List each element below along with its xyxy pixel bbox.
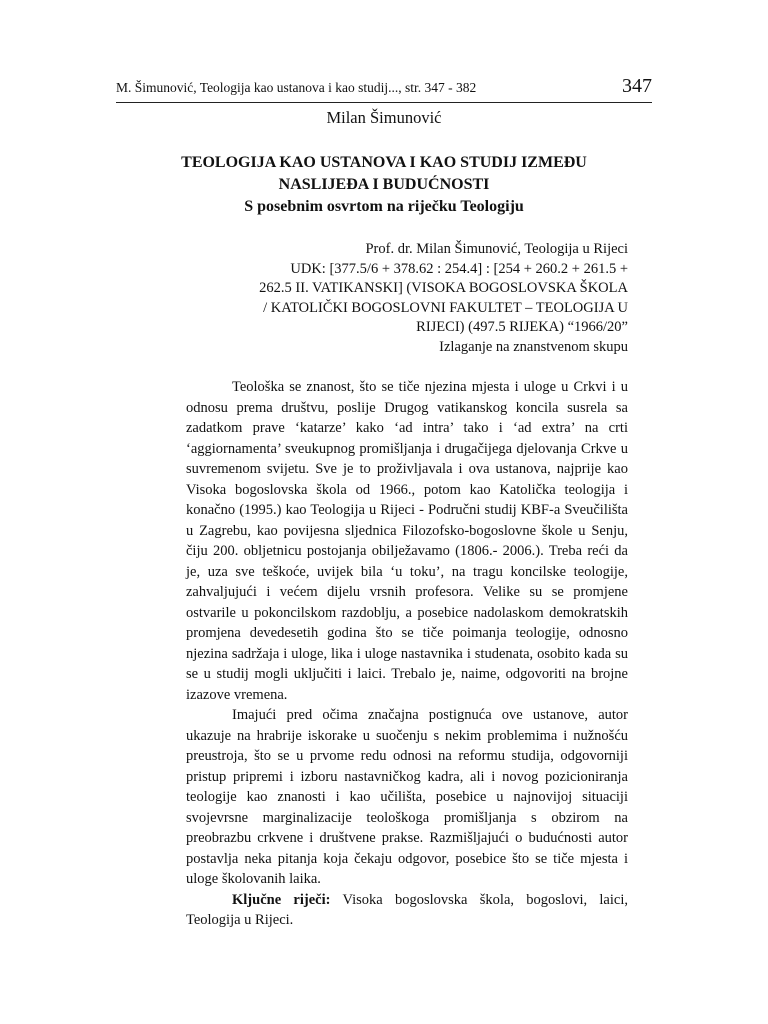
abstract-paragraph-1: Teološka se znanost, što se tiče njezina mjesta i uloge u Crkvi i u odnosu prema društvu, poslije Drugog vatikanskog koncila susrela sa zadatkom prave ‘katarze’ kako ‘ad intra’ tako i ‘ad extra’ na crti ‘aggiornamenta’ sveukupnog promišljanja i drugačijega djelovanja Crkve u suvremenom svijetu. Sve je to proživljavala i ova ustanova, najprije kao Visoka bogoslovska škola od 1966., potom kao Katolička teologija i konačno (1995.) kao Teologija u Rijeci - Područni studij KBF-a Sveučilišta u Zagrebu, kao povijesna sljednica Filozofsko-bogoslovne škole u Senju, čiju 200. obljetnicu postojanja obilježavamo (1806.- 2006.). Treba reći da je, uza sve teškoće, uvijek bila ‘u toku’, na tragu koncilske teologije, zahvaljujući i većem dijelu vrsnih profesora. Velike su se promjene ostvarile u pokoncilskom razdoblju, a posebice nadolaskom demokratskih promjena devedesetih godina što se tiče poimanja teologije, odnosno njezina sadržaja i uloge, lika i uloge nastavnika i studenata, osobito kada su se u studij mogli uključiti i laici. Trebalo je, naime, odgovoriti na brojne izazove vremena. [186, 379, 628, 703]
affiliation: Prof. dr. Milan Šimunović, Teologija u Rijeci [365, 241, 628, 257]
paper-type: Izlaganje na znanstvenom skupu [439, 338, 628, 355]
article-title [116, 152, 652, 218]
running-header [116, 76, 652, 103]
author-name: Milan Šimunović [326, 108, 442, 127]
article-metadata [200, 240, 628, 357]
subtitle: S posebnim osvrtom na riječku Teologiju [244, 198, 524, 215]
udk-line: / KATOLIČKI BOGOSLOVNI FAKULTET – TEOLOGIJA U [263, 299, 628, 316]
running-title: M. Šimunović, Teologija kao ustanova i kao studij..., str. 347 - 382 [116, 80, 477, 95]
abstract-paragraph-2: Imajući pred očima značajna postignuća ove ustanove, autor ukazuje na hrabrije iskorake u suočenju s nekim problemima i nužnošću preustroja, što se u prvome redu odnosi na reformu studija, odgovorniji pristup pripremi i izboru nastavničkog kadra, ali i novog pozicioniranja teologije kao znanosti i kao učilišta, posebice u najnovijoj situaciji svojevrsne marginalizacije teološkoga promišljanja s obzirom na preobrazbu crkvene i društvene prakse. Razmišljajući o budućnosti autor postavlja neka pitanja koja čekaju odgovor, posebice što se tiče mjesta i uloge školovanih laika. [186, 707, 628, 887]
page-number: 347 [622, 75, 652, 97]
abstract [186, 377, 628, 931]
keywords-label: Ključne riječi: [232, 891, 331, 908]
keywords [186, 890, 628, 931]
title-line-2: NASLIJEĐA I BUDUĆNOSTI [278, 176, 490, 193]
udk-line: RIJECI) (497.5 RIJEKA) “1966/20” [416, 319, 628, 335]
udk-line: 262.5 II. VATIKANSKI] (VISOKA BOGOSLOVSKA ŠKOLA [259, 280, 628, 296]
title-line-1: TEOLOGIJA KAO USTANOVA I KAO STUDIJ IZMEĐU [181, 154, 587, 171]
udk-line: UDK: [377.5/6 + 378.62 : 254.4] : [254 + 260.2 + 261.5 + [290, 260, 628, 277]
keywords-list: Visoka bogoslovska škola, bogoslovi, laici, Teologija u Rijeci. [186, 891, 628, 928]
